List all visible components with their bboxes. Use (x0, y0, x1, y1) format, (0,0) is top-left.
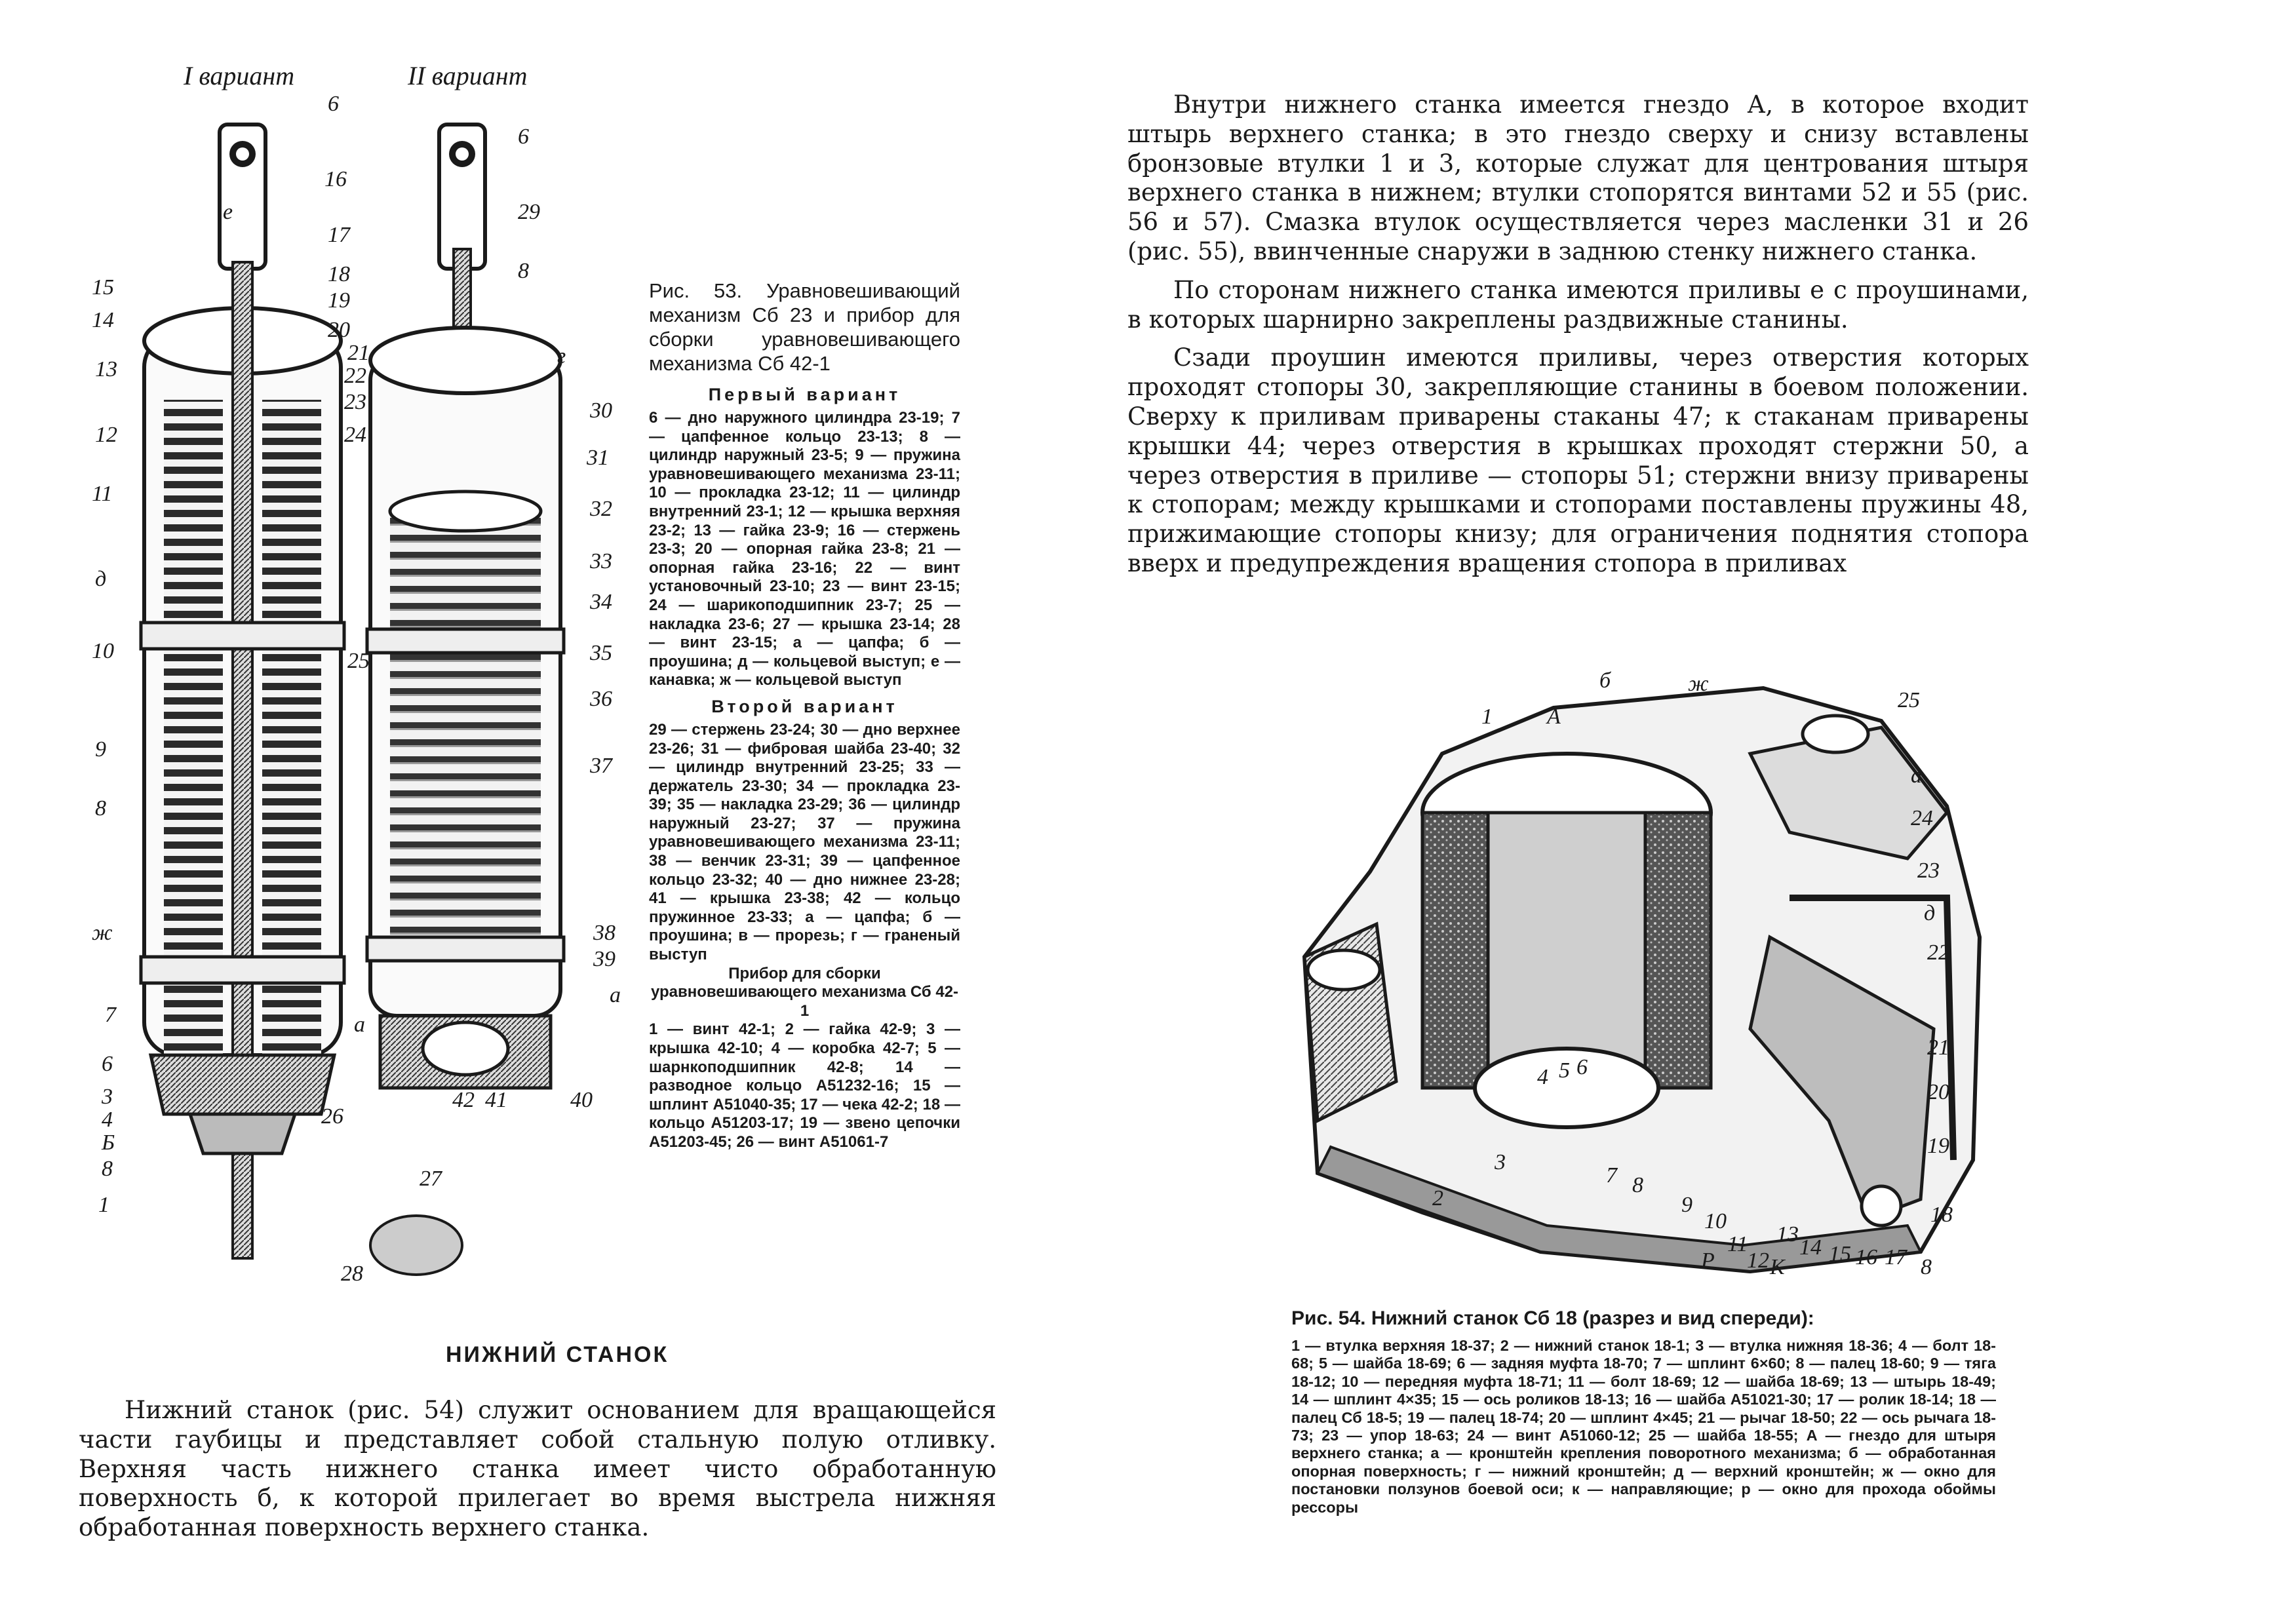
callout: 24 (1911, 806, 1933, 830)
callout: ж (92, 921, 113, 945)
callout: 33 (590, 549, 612, 573)
callout: д (95, 567, 107, 591)
right-paragraph-1: Внутри нижнего станка имеется гнездо А, в которое входит штырь верхнего станка; в это гнездо сверху и снизу вставлены бронзовые втулки 1 и 3, которые служат для центрования штыря верхнего станка в нижнем; втулки стопорятся винтами 52 и 55 (рис. 56 и 57). Смазка втулок осуществляется через масленки 31 и 26 (рис. 55), ввинченные снаружи в заднюю стенку нижнего станка. (1127, 90, 2029, 265)
callout: 10 (1704, 1209, 1727, 1233)
callout: 8 (1921, 1255, 1932, 1279)
callout: 16 (1855, 1245, 1877, 1269)
callout: 8 (102, 1157, 113, 1181)
callout: 22 (1927, 940, 1949, 965)
variant1-label: I вариант (184, 61, 295, 90)
callout: 30 (590, 398, 612, 423)
callout: 23 (1917, 859, 1940, 883)
callout: 5 (1559, 1058, 1570, 1083)
callout: 28 (341, 1262, 363, 1286)
callout: 15 (92, 275, 114, 300)
callout: 18 (328, 262, 350, 286)
callout: 25 (347, 649, 370, 673)
callout: 18 (1930, 1203, 1953, 1227)
fig53-caption (649, 279, 960, 1152)
fig53-heading-variant1: Первый вариант (708, 385, 901, 404)
callout: 6 (102, 1052, 113, 1076)
section-title: НИЖНИЙ СТАНОК (446, 1342, 669, 1367)
callout: Б (102, 1131, 115, 1155)
fig53-heading-variant2: Второй вариант (711, 696, 898, 716)
right-page-text (1127, 90, 2029, 579)
callout: 25 (1898, 688, 1920, 712)
callout: 8 (95, 796, 106, 821)
callout: ж (1688, 672, 1709, 696)
callout: 19 (328, 288, 350, 313)
callout: г (557, 344, 566, 368)
callout: 15 (1829, 1242, 1851, 1266)
callout: 10 (92, 639, 114, 663)
callout: 29 (518, 200, 540, 224)
callout: 31 (587, 446, 609, 470)
fig53-legend-variant1: 6 — дно наружного цилиндра 23-19; 7 — цапфенное кольцо 23-13; 8 — цилиндр наружный 23-5; 9 — пружина уравновешивающего механизма 23-11; 10 — прокладка 23-12; 11 — цилиндр внутренний 23-1; 12 — крышка верхняя 23-2; 13 — гайка 23-9; 16 — стержень 23-3; 20 — опорная гайка 23-8; 21 — опорная гайка 23-16; 22 — винт установочный 23-10; 23 — винт 23-15; 24 — шарикоподшипник 23-7; 25 — накладка 23-6; 27 — крышка 23-14; 28 — винт 23-15; а — цапфа; б — проушина; д — кольцевой выступ; е — канавка; ж — кольцевой выступ (649, 409, 960, 689)
callout: 7 (105, 1003, 116, 1027)
callout: е (223, 200, 233, 224)
callout: 21 (1927, 1035, 1949, 1060)
callout: Р (1701, 1248, 1715, 1273)
callout: 16 (324, 167, 347, 191)
callout: 2 (1432, 1186, 1443, 1210)
callout: 32 (590, 497, 612, 521)
callout: 17 (328, 223, 350, 247)
callout: 3 (1495, 1150, 1506, 1174)
callout: 1 (98, 1193, 109, 1217)
callout: 7 (1606, 1163, 1617, 1188)
callout: 20 (328, 318, 350, 342)
callout: 14 (1799, 1235, 1822, 1260)
variant2-label: II вариант (408, 61, 528, 90)
callout: 8 (518, 259, 529, 283)
callout: 11 (92, 482, 113, 506)
fig53-caption-title: Рис. 53. Уравновешивающий механизм Сб 23 и прибор для сборки уравновешивающего механизма Сб 42-1 (649, 279, 960, 375)
callout: 36 (590, 687, 612, 711)
fig54-caption-title: Рис. 54. Нижний станок Сб 18 (разрез и вид спереди): (1291, 1307, 1814, 1329)
callout: 19 (1927, 1134, 1949, 1158)
callout: 12 (1747, 1248, 1769, 1273)
fig53-legend-device: Прибор для сборки уравновешивающего механизма Сб 42-1 (650, 964, 959, 1020)
callout: 20 (1927, 1080, 1949, 1104)
callout: 8 (1632, 1173, 1643, 1197)
callout: 3 (102, 1085, 113, 1109)
callout: 37 (590, 754, 612, 778)
equilibrator-drawing (66, 92, 642, 1317)
callout: 6 (1576, 1055, 1588, 1079)
callout: 42 (452, 1088, 475, 1112)
callout: К (1770, 1255, 1785, 1279)
callout: 41 (485, 1088, 507, 1112)
callout: 13 (1776, 1222, 1799, 1247)
callout: б (1599, 668, 1611, 693)
callout: д (1924, 901, 1936, 925)
callout: 1 (1481, 705, 1493, 729)
callout: 26 (321, 1104, 343, 1129)
right-paragraph-3: Сзади проушин имеются приливы, через отверстия которых проходят стопоры 30, закрепляющие станины в боевом положении. Сверху к приливам приварены стаканы 47; к стаканам приварены крышки 44; через отверстия в крышках проходят стержни 50, а через отверстия в приливе — стопоры 51; стержни внизу приварены к стопорам; между крышками и стопорами поставлены пружины 48, прижимающие стопоры книзу; для ограничения поднятия стопора вверх и предупреждения вращения стопора в приливах (1127, 343, 2029, 577)
callout: а (354, 1013, 365, 1037)
callout: 38 (593, 921, 616, 945)
callout: 4 (102, 1108, 113, 1132)
callout: 12 (95, 423, 117, 447)
section-paragraph-text: Нижний станок (рис. 54) служит основанием для вращающейся части гаубицы и представляет собой стальную полую отливку. Верхняя часть нижнего станка имеет чисто обработанную поверхность б, к которой прилегает во время выстрела нижняя обработанная поверхность верхнего станка. (79, 1396, 996, 1542)
callout: 17 (1885, 1245, 1907, 1269)
fig53-legend-device-items: 1 — винт 42-1; 2 — гайка 42-9; 3 — крышка 42-10; 4 — коробка 42-7; 5 — шарнкоподшипник 42-8; 14 — разводное кольцо А51232-16; 15 — шплинт А51040-35; 17 — чека 42-2; 18 — кольцо А51203-17; 19 — звено цепочки А51203-45; 26 — винт А51061-7 (649, 1020, 960, 1151)
callout: 9 (95, 737, 106, 762)
section-paragraph (79, 1396, 996, 1543)
callout: 6 (328, 92, 339, 116)
callout: 21 (347, 341, 370, 365)
callout: 4 (1537, 1065, 1548, 1089)
callout: А (1547, 705, 1561, 729)
callout: 23 (344, 390, 366, 414)
callout: 39 (593, 947, 616, 971)
callout: 13 (95, 357, 117, 381)
callout: 14 (92, 308, 114, 332)
callout: а (610, 983, 621, 1007)
callout: 22 (344, 364, 366, 388)
callout: 9 (1681, 1193, 1692, 1217)
callout: 34 (590, 590, 612, 614)
fig54-legend: 1 — втулка верхняя 18-37; 2 — нижний станок 18-1; 3 — втулка нижняя 18-36; 4 — болт 18-68; 5 — шайба 18-69; 6 — задняя муфта 18-70; 7 — шплинт 6×60; 8 — палец 18-60; 9 — тяга 18-12; 10 — передняя муфта 18-71; 11 — болт 18-69; 12 — шайба 18-69; 13 — штырь 18-49; 14 — шплинт 4×35; 15 — ось роликов 18-13; 16 — шайба А51021-30; 17 — ролик 18-14; 18 — палец Сб 18-5; 19 — палец 18-74; 20 — шплинт 4×45; 21 — рычаг 18-50; 22 — ось рычага 18-73; 23 — упор 18-63; 24 — винт А51060-12; 25 — шайба 18-55; А — гнездо для штыря верхнего станка; а — кронштейн крепления поворотного механизма; б — обработанная опорная поверхность; г — нижний кронштейн; д — верхний кронштейн; ж — окно для постановки ползунов боевой оси; к — направляющие; р — окно для прохода обоймы рессоры (1291, 1337, 1996, 1516)
callout: 24 (344, 423, 366, 447)
callout: 6 (518, 125, 529, 149)
callout: 35 (590, 641, 612, 665)
callout: 40 (570, 1088, 593, 1112)
fig53-legend-variant2: 29 — стержень 23-24; 30 — дно верхнее 23-26; 31 — фибровая шайба 23-40; 32 — цилиндр внутренний 23-25; 33 — держатель 23-30; 34 — прокладка 23-39; 35 — накладка 23-29; 36 — цилиндр наружный 23-27; 37 — пружина уравновешивающего механизма 23-11; 38 — венчик 23-31; 39 — цапфенное кольцо 23-32; 40 — дно нижнее 23-28; 41 — крышка 23-38; 42 — кольцо пружинное 23-33; а — цапфа; б — проушина; в — прорезь; г — граненый выступ (649, 720, 960, 964)
right-paragraph-2: По сторонам нижнего станка имеются приливы е с проушинами, в которых шарнирно закреплены раздвижные станины. (1127, 275, 2029, 334)
callout: а (1911, 764, 1922, 788)
callout: 11 (1727, 1232, 1748, 1256)
variant2-assembly (367, 125, 564, 1088)
callout: 27 (420, 1167, 442, 1191)
